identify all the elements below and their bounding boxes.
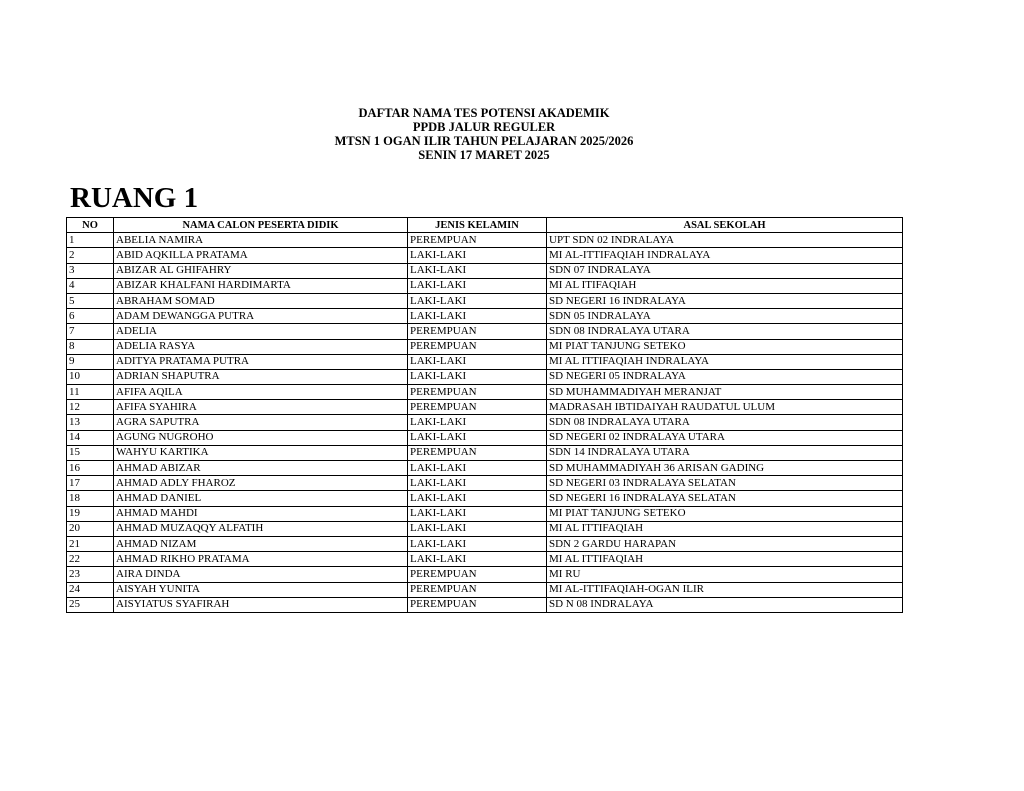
cell-no: 12	[67, 400, 114, 415]
cell-name: AISYIATUS SYAFIRAH	[114, 597, 408, 612]
cell-no: 3	[67, 263, 114, 278]
cell-no: 14	[67, 430, 114, 445]
cell-school: SD NEGERI 16 INDRALAYA	[547, 293, 903, 308]
column-header-no: NO	[67, 218, 114, 233]
cell-school: SDN 08 INDRALAYA UTARA	[547, 324, 903, 339]
cell-no: 16	[67, 461, 114, 476]
cell-no: 11	[67, 385, 114, 400]
cell-school: SDN 2 GARDU HARAPAN	[547, 536, 903, 551]
cell-no: 15	[67, 445, 114, 460]
cell-gender: LAKI-LAKI	[408, 369, 547, 384]
cell-name: AFIFA AQILA	[114, 385, 408, 400]
cell-gender: LAKI-LAKI	[408, 476, 547, 491]
cell-no: 8	[67, 339, 114, 354]
cell-no: 22	[67, 552, 114, 567]
cell-name: ABID AQKILLA PRATAMA	[114, 248, 408, 263]
cell-gender: PEREMPUAN	[408, 567, 547, 582]
column-header-gender: JENIS KELAMIN	[408, 218, 547, 233]
cell-school: SD NEGERI 05 INDRALAYA	[547, 369, 903, 384]
cell-gender: PEREMPUAN	[408, 445, 547, 460]
cell-no: 20	[67, 521, 114, 536]
cell-no: 18	[67, 491, 114, 506]
cell-gender: PEREMPUAN	[408, 385, 547, 400]
cell-gender: PEREMPUAN	[408, 582, 547, 597]
cell-gender: LAKI-LAKI	[408, 278, 547, 293]
table-row	[67, 521, 903, 536]
table-row	[67, 400, 903, 415]
table-row	[67, 248, 903, 263]
cell-no: 7	[67, 324, 114, 339]
cell-school: MI AL-ITTIFAQIAH-OGAN ILIR	[547, 582, 903, 597]
table-row	[67, 491, 903, 506]
table-row	[67, 369, 903, 384]
cell-gender: LAKI-LAKI	[408, 491, 547, 506]
cell-school: SD NEGERI 03 INDRALAYA SELATAN	[547, 476, 903, 491]
cell-name: AFIFA SYAHIRA	[114, 400, 408, 415]
cell-gender: LAKI-LAKI	[408, 521, 547, 536]
cell-gender: LAKI-LAKI	[408, 415, 547, 430]
table-row	[67, 354, 903, 369]
cell-school: MI AL ITIFAQIAH	[547, 278, 903, 293]
table-row	[67, 385, 903, 400]
cell-gender: PEREMPUAN	[408, 400, 547, 415]
cell-gender: PEREMPUAN	[408, 233, 547, 248]
cell-name: AHMAD ADLY FHAROZ	[114, 476, 408, 491]
table-row	[67, 506, 903, 521]
cell-no: 2	[67, 248, 114, 263]
column-header-name: NAMA CALON PESERTA DIDIK	[114, 218, 408, 233]
cell-gender: LAKI-LAKI	[408, 263, 547, 278]
cell-name: ADRIAN SHAPUTRA	[114, 369, 408, 384]
cell-no: 4	[67, 278, 114, 293]
cell-name: ADITYA PRATAMA PUTRA	[114, 354, 408, 369]
table-row	[67, 415, 903, 430]
table-row	[67, 445, 903, 460]
cell-no: 5	[67, 293, 114, 308]
table-row	[67, 552, 903, 567]
cell-school: MI AL ITTIFAQIAH	[547, 521, 903, 536]
cell-school: MI AL-ITTIFAQIAH INDRALAYA	[547, 248, 903, 263]
table-row	[67, 597, 903, 612]
cell-school: SD MUHAMMADIYAH 36 ARISAN GADING	[547, 461, 903, 476]
table-row	[67, 263, 903, 278]
cell-school: MADRASAH IBTIDAIYAH RAUDATUL ULUM	[547, 400, 903, 415]
cell-school: SD N 08 INDRALAYA	[547, 597, 903, 612]
cell-no: 9	[67, 354, 114, 369]
cell-gender: LAKI-LAKI	[408, 248, 547, 263]
cell-gender: LAKI-LAKI	[408, 430, 547, 445]
cell-name: ABRAHAM SOMAD	[114, 293, 408, 308]
cell-gender: LAKI-LAKI	[408, 461, 547, 476]
table-row	[67, 293, 903, 308]
cell-name: ADELIA	[114, 324, 408, 339]
cell-school: SD MUHAMMADIYAH MERANJAT	[547, 385, 903, 400]
cell-school: SDN 05 INDRALAYA	[547, 309, 903, 324]
cell-name: AISYAH YUNITA	[114, 582, 408, 597]
cell-gender: PEREMPUAN	[408, 339, 547, 354]
cell-school: MI PIAT TANJUNG SETEKO	[547, 506, 903, 521]
table-row	[67, 233, 903, 248]
cell-no: 17	[67, 476, 114, 491]
table-row	[67, 339, 903, 354]
cell-name: ABIZAR AL GHIFAHRY	[114, 263, 408, 278]
cell-school: MI RU	[547, 567, 903, 582]
header-date: SENIN 17 MARET 2025	[418, 148, 550, 162]
cell-no: 25	[67, 597, 114, 612]
table-row	[67, 430, 903, 445]
cell-school: MI PIAT TANJUNG SETEKO	[547, 339, 903, 354]
cell-name: ABELIA NAMIRA	[114, 233, 408, 248]
cell-school: SDN 14 INDRALAYA UTARA	[547, 445, 903, 460]
cell-name: AHMAD NIZAM	[114, 536, 408, 551]
table-row	[67, 278, 903, 293]
cell-gender: PEREMPUAN	[408, 324, 547, 339]
table-row	[67, 567, 903, 582]
table-header-row	[67, 218, 903, 233]
cell-name: AHMAD MUZAQQY ALFATIH	[114, 521, 408, 536]
cell-name: AHMAD DANIEL	[114, 491, 408, 506]
table-row	[67, 536, 903, 551]
cell-school: SDN 07 INDRALAYA	[547, 263, 903, 278]
cell-name: AHMAD RIKHO PRATAMA	[114, 552, 408, 567]
header-school-year: MTSN 1 OGAN ILIR TAHUN PELAJARAN 2025/2026	[334, 134, 634, 148]
cell-name: AHMAD ABIZAR	[114, 461, 408, 476]
cell-no: 1	[67, 233, 114, 248]
cell-school: SD NEGERI 16 INDRALAYA SELATAN	[547, 491, 903, 506]
cell-gender: LAKI-LAKI	[408, 293, 547, 308]
table-body	[67, 233, 903, 613]
cell-name: AIRA DINDA	[114, 567, 408, 582]
participant-table	[66, 217, 903, 613]
cell-gender: LAKI-LAKI	[408, 506, 547, 521]
cell-school: MI AL ITTIFAQIAH INDRALAYA	[547, 354, 903, 369]
cell-no: 6	[67, 309, 114, 324]
cell-name: ADELIA RASYA	[114, 339, 408, 354]
cell-no: 19	[67, 506, 114, 521]
cell-no: 13	[67, 415, 114, 430]
cell-name: ADAM DEWANGGA PUTRA	[114, 309, 408, 324]
table-row	[67, 309, 903, 324]
header-title: DAFTAR NAMA TES POTENSI AKADEMIK	[358, 106, 610, 120]
cell-school: SDN 08 INDRALAYA UTARA	[547, 415, 903, 430]
cell-no: 21	[67, 536, 114, 551]
cell-no: 23	[67, 567, 114, 582]
cell-school: MI AL ITTIFAQIAH	[547, 552, 903, 567]
cell-gender: LAKI-LAKI	[408, 309, 547, 324]
table-row	[67, 461, 903, 476]
cell-school: UPT SDN 02 INDRALAYA	[547, 233, 903, 248]
cell-no: 24	[67, 582, 114, 597]
cell-no: 10	[67, 369, 114, 384]
cell-name: WAHYU KARTIKA	[114, 445, 408, 460]
column-header-school: ASAL SEKOLAH	[547, 218, 903, 233]
cell-name: AGUNG NUGROHO	[114, 430, 408, 445]
cell-gender: LAKI-LAKI	[408, 552, 547, 567]
cell-name: AHMAD MAHDI	[114, 506, 408, 521]
table-row	[67, 476, 903, 491]
table-row	[67, 582, 903, 597]
cell-gender: PEREMPUAN	[408, 597, 547, 612]
cell-gender: LAKI-LAKI	[408, 536, 547, 551]
cell-school: SD NEGERI 02 INDRALAYA UTARA	[547, 430, 903, 445]
table-row	[67, 324, 903, 339]
header-subtitle: PPDB JALUR REGULER	[412, 120, 556, 134]
cell-gender: LAKI-LAKI	[408, 354, 547, 369]
cell-name: ABIZAR KHALFANI HARDIMARTA	[114, 278, 408, 293]
document-header	[0, 106, 968, 162]
cell-name: AGRA SAPUTRA	[114, 415, 408, 430]
room-title: RUANG 1	[70, 182, 199, 214]
